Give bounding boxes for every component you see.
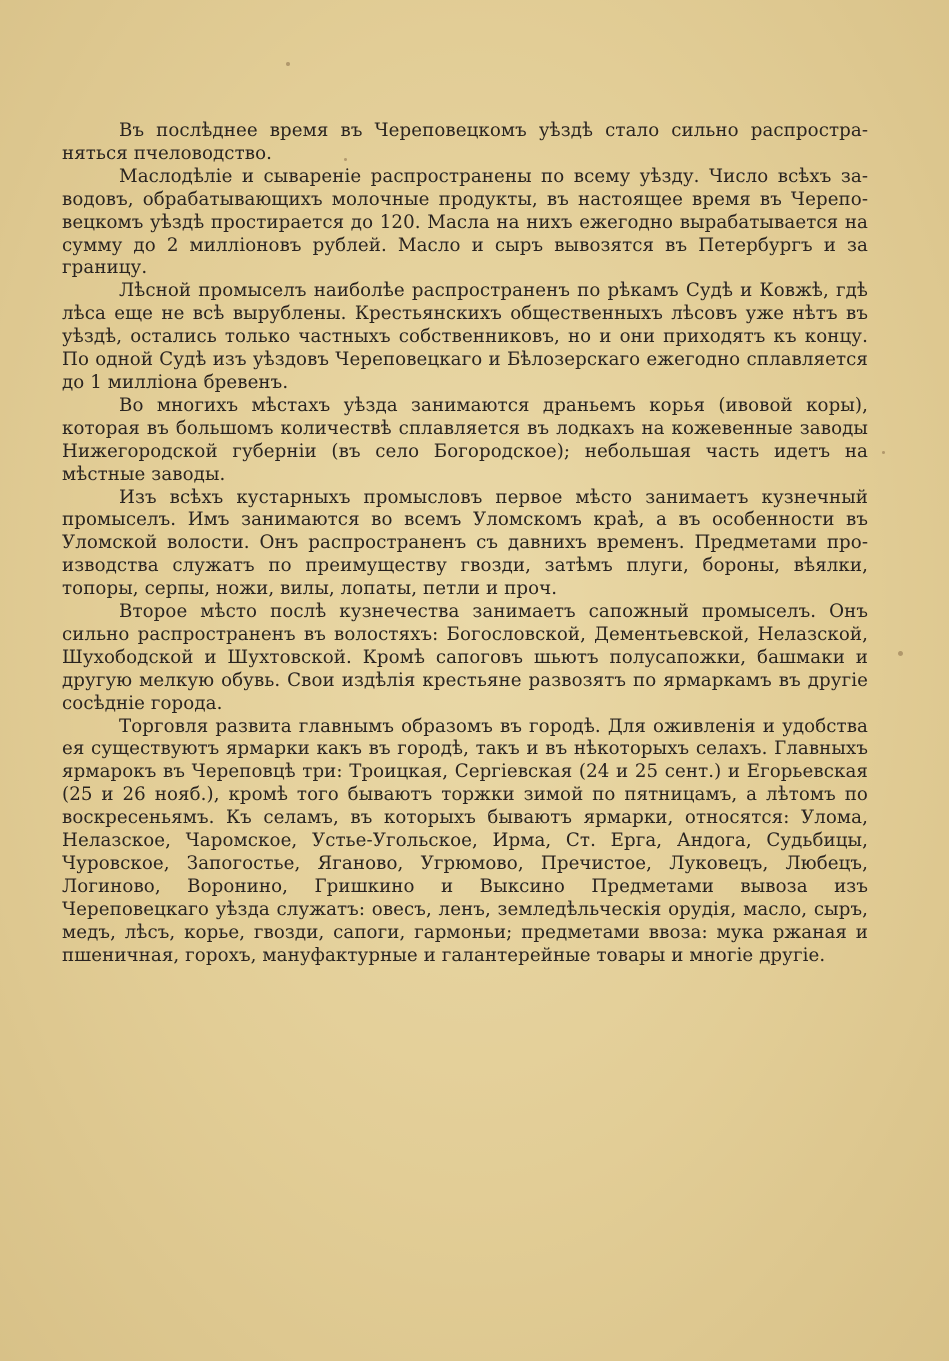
paper-speck xyxy=(898,651,903,656)
paragraph-blacksmith: Изъ всѣхъ кустарныхъ промысловъ первое мѣсто занимаетъ кузнечный промыселъ. Имъ занимаются во всемъ Уломскомъ краѣ, а въ особенности въ Уломской волости. Онъ распространенъ съ давнихъ временъ. Предметами производства служатъ по преимуществу гвозди, затѣмъ плуги, бороны, вѣялки, топоры, серпы, ножи, вилы, лопаты, петли и проч. xyxy=(62,486,868,600)
paragraph-bark: Во многихъ мѣстахъ уѣзда занимаются драньемъ корья (ивовой коры), которая въ большомъ количествѣ сплавляется въ лодкахъ на кожевенные заводы Нижегородской губерніи (въ село Богородское); небольшая часть идетъ на мѣстные заводы. xyxy=(62,394,868,485)
paper-speck xyxy=(286,62,290,66)
paragraph-shoemaking: Второе мѣсто послѣ кузнечества занимаетъ сапожный промыселъ. Онъ сильно распространенъ въ волостяхъ: Богословской, Дементьевской, Нелазской, Шухободской и Шухтовской. Кромѣ сапоговъ шьютъ полусапожки, башмаки и другую мелкую обувь. Свои издѣлія крестьяне развозятъ по ярмаркамъ въ другіе сосѣдніе города. xyxy=(62,601,868,714)
paragraph-beekeeping: Въ послѣднее время въ Череповецкомъ уѣздѣ стало сильно распространяться пчеловодство. xyxy=(62,120,868,164)
paper-speck xyxy=(882,451,885,454)
paragraph-trade: Торговля развита главнымъ образомъ въ городѣ. Для оживленія и удобства ея существуютъ ярмарки какъ въ городѣ, такъ и въ нѣкоторыхъ селахъ. Главныхъ ярмарокъ въ Череповцѣ три: Троицкая, Сергіевская (24 и 25 сент.) и Егорьевская (25 и 26 нояб.), кромѣ того бываютъ торжки зимой по пятницамъ, а лѣтомъ по воскресеньямъ. Къ селамъ, въ которыхъ бываютъ ярмарки, относятся: Улома, Нелазское, Чаромское, Устье-Угольское, Ирма, Ст. Ерга, Андога, Судьбицы, Чуровское, Запогостье, Яганово, Угрюмово, Пречистое, Луковецъ, Любецъ, Логиново, Воронино, Гришкино и Выксино Предметами вывоза изъ Череповецкаго уѣзда служатъ: овесъ, ленъ, земледѣльческія орудія, масло, сыръ, медъ, лѣсъ, корье, гвозди, сапоги, гармоньи; предметами ввоза: мука ржаная и пшеничная, горохъ, мануфактурные и галантерейные товары и многіе другіе. xyxy=(62,715,868,966)
paragraph-forestry: Лѣсной промыселъ наиболѣе распространенъ по рѣкамъ Судѣ и Ковжѣ, гдѣ лѣса еще не всѣ вырублены. Крестьянскихъ общественныхъ лѣсовъ уже нѣтъ въ уѣздѣ, остались только частныхъ собственниковъ, но и они приходятъ къ концу. По одной Судѣ изъ уѣздовъ Череповецкаго и Бѣлозерскаго ежегодно сплавляется до 1 милліона бревенъ. xyxy=(62,280,868,393)
paper-speck xyxy=(344,158,347,161)
paragraph-dairy: Маслодѣліе и сывареніе распространены по всему уѣзду. Число всѣхъ заводовъ, обрабатывающихъ молочные продукты, въ настоящее время въ Череповецкомъ уѣздѣ простирается до 120. Масла на нихъ ежегодно вырабатывается на сумму до 2 милліоновъ рублей. Масло и сыръ вывозятся въ Петербургъ и за границу. xyxy=(62,165,868,279)
body-text xyxy=(62,120,868,968)
